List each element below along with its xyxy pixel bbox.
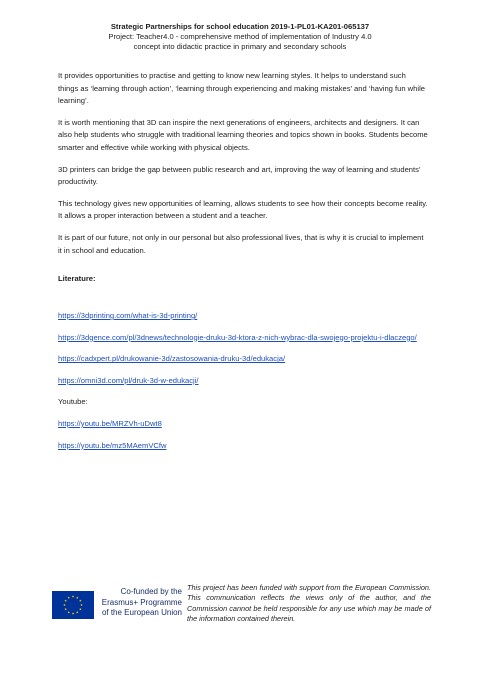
eu-star-icon bbox=[80, 604, 82, 606]
eu-funding-line: Co-funded by the bbox=[120, 587, 182, 596]
literature-links bbox=[58, 310, 428, 461]
paragraph: It provides opportunities to practise and getting to know new learning styles. It helps to understand such things as ‘learning through action’, ‘learning through experiencing and making mistakes’ and ‘having fun while learning’. bbox=[58, 71, 425, 106]
header-subtitle-line2: concept into didactic practice in primary and secondary schools bbox=[133, 42, 347, 51]
youtube-link[interactable]: https://youtu.be/MRZVh-uDwt8 bbox=[58, 418, 162, 428]
eu-star-icon bbox=[72, 595, 74, 597]
disclaimer-text: This project has been funded with support from the European Commission. This communication reflects the views only of the author, and the Commission cannot be held responsible for any use which may be made of the information contained therein. bbox=[187, 583, 431, 624]
eu-star-icon bbox=[72, 612, 74, 614]
eu-star-icon bbox=[68, 611, 70, 613]
eu-star-icon bbox=[68, 596, 70, 598]
eu-star-icon bbox=[76, 611, 78, 613]
eu-star-icon bbox=[76, 596, 78, 598]
eu-funding-line: Erasmus+ Programme bbox=[101, 597, 182, 607]
header-title: Strategic Partnerships for school education 2019-1-PL01-KA201-065137 bbox=[110, 22, 370, 31]
eu-star-icon bbox=[64, 599, 66, 601]
literature-link[interactable]: https://3dgence.com/pl/3dnews/technologie-druku-3d-ktora-z-nich-wybrac-dla-swojego-projektu-i-dlaczego/ bbox=[58, 332, 417, 342]
paragraph: This technology gives new opportunities of learning, allows students to see how their concepts become reality. It allows a proper interaction between a student and a teacher. bbox=[58, 198, 428, 221]
eu-funding-label bbox=[98, 587, 182, 619]
paragraph: It is part of our future, not only in our personal but also professional lives, that is why it is crucial to implement it in school and education. bbox=[58, 232, 424, 255]
eu-star-icon bbox=[79, 608, 81, 610]
header-subtitle-line1: Project: Teacher4.0 - comprehensive method of implementation of Industry 4.0 bbox=[108, 32, 372, 41]
eu-flag-icon bbox=[52, 591, 94, 619]
body-text bbox=[58, 70, 428, 266]
eu-star-icon bbox=[64, 608, 66, 610]
literature-heading: Literature: bbox=[58, 274, 96, 283]
eu-star-icon bbox=[79, 599, 81, 601]
footer bbox=[52, 583, 430, 633]
eu-stars bbox=[52, 591, 94, 619]
eu-star-icon bbox=[63, 604, 65, 606]
eu-funding-line: of the European Union bbox=[101, 608, 182, 617]
paragraph: It is worth mentioning that 3D can inspire the next generations of engineers, architects and designers. It can also help students who struggle with traditional learning theories and topics shown in books. Students become smarter and effective while working with physical objects. bbox=[58, 117, 428, 152]
literature-link[interactable]: https://3dprinting.com/what-is-3d-printing/ bbox=[58, 311, 198, 320]
page-header bbox=[40, 22, 440, 52]
literature-link[interactable]: https://omni3d.com/pl/druk-3d-w-edukacji/ bbox=[58, 375, 199, 385]
literature-link[interactable]: https://cadxpert.pl/drukowanie-3d/zastosowania-druku-3d/edukacja/ bbox=[58, 354, 286, 364]
paragraph: 3D printers can bridge the gap between public research and art, improving the way of learning and students’ productivity. bbox=[58, 164, 421, 187]
youtube-label: Youtube: bbox=[58, 397, 88, 407]
youtube-link[interactable]: https://youtu.be/mz5MAemVCfw bbox=[58, 440, 167, 450]
